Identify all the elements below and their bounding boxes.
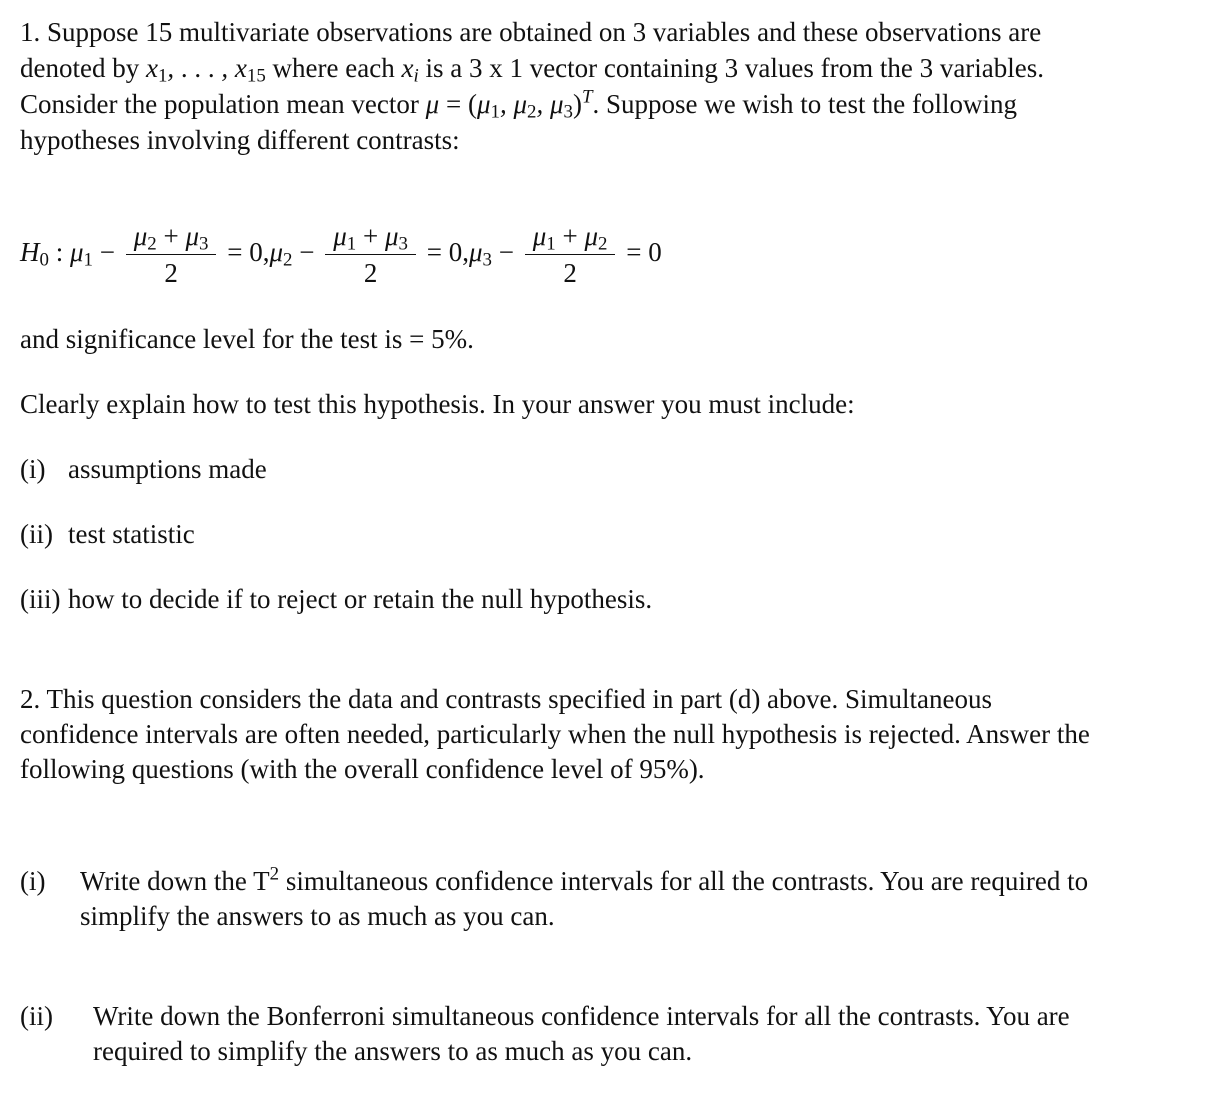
part-line-1: Write down the $T^2$ simultaneous confidence intervals for all the contrasts. You are required to [80,863,1089,896]
observations-math: $x_1$, . . . , $x_{15}$ [145,53,266,87]
q1-intro-vector: is a 3 x 1 vector containing 3 values from the 3 variables. [425,53,1045,83]
part-label: (i) [20,866,46,896]
q1-intro-where: where each [272,53,395,83]
item-text: how to decide if to reject or retain the null hypothesis. [68,584,653,614]
item-text: test statistic [68,519,195,549]
significance-level: and significance level for the test is = 5%. [20,324,474,354]
part-label: (ii) [20,1001,53,1031]
explain-instruction: Clearly explain how to test this hypothesis. In your answer you must include: [20,389,855,419]
item-label: (ii) [20,519,53,549]
q2-line-2: confidence intervals are often needed, particularly when the null hypothesis is rejected. Answer the [20,719,1090,749]
fraction-mu2-mu3: $\frac{\mu_2 + \mu_3}{2}$ [126,218,217,291]
null-hypothesis-equation: $H_0$ : $\mu_1$ − $\frac{\mu_2 + \mu_3}{2}$ = $0,\mu_2$ − $\frac{\mu_1 + \mu_3}{2}$ = $0,\mu_3$ − $\frac{\mu_1 + \mu_2}{2}$ = 0 [20,214,662,290]
q1-intro-mean-vector: Consider the population mean vector [20,89,419,119]
q1-intro-line-1: 1. Suppose 15 multivariate observations are obtained on 3 variables and these observations are [20,17,1042,47]
part-line-2: required to simplify the answers to as much as you can. [93,1036,693,1066]
q1-intro-line-4: hypotheses involving different contrasts: [20,125,460,155]
item-text: assumptions made [68,454,267,484]
q2-part-ii [20,998,1220,1070]
q1-intro-line-2 [20,50,1044,86]
fraction-mu1-mu3: $\frac{\mu_1 + \mu_3}{2}$ [325,218,416,291]
q2-part-i [20,863,1220,935]
mu-vector-math: $\mu = (\mu_1$, $\mu_2$, $\mu_3)^T$ [425,86,593,123]
q2-line-3: following questions (with the overall confidence level of 95%). [20,754,705,784]
q2-line-1: 2. This question considers the data and contrasts specified in part (d) above. Simultaneous [20,684,993,714]
item-label: (i) [20,454,46,484]
q1-intro-denoted: denoted by [20,53,140,83]
fraction-mu1-mu2: $\frac{\mu_1 + \mu_2}{2}$ [525,218,616,291]
q1-intro-line-3 [20,86,1017,122]
part-line-1: Write down the Bonferroni simultaneous confidence intervals for all the contrasts. You are [93,1001,1070,1031]
xi-math: $x_i$ [401,53,419,87]
part-line-2: simplify the answers to as much as you can. [80,901,555,931]
q1-intro-test: . Suppose we wish to test the following [592,89,1017,119]
item-label: (iii) [20,584,61,614]
